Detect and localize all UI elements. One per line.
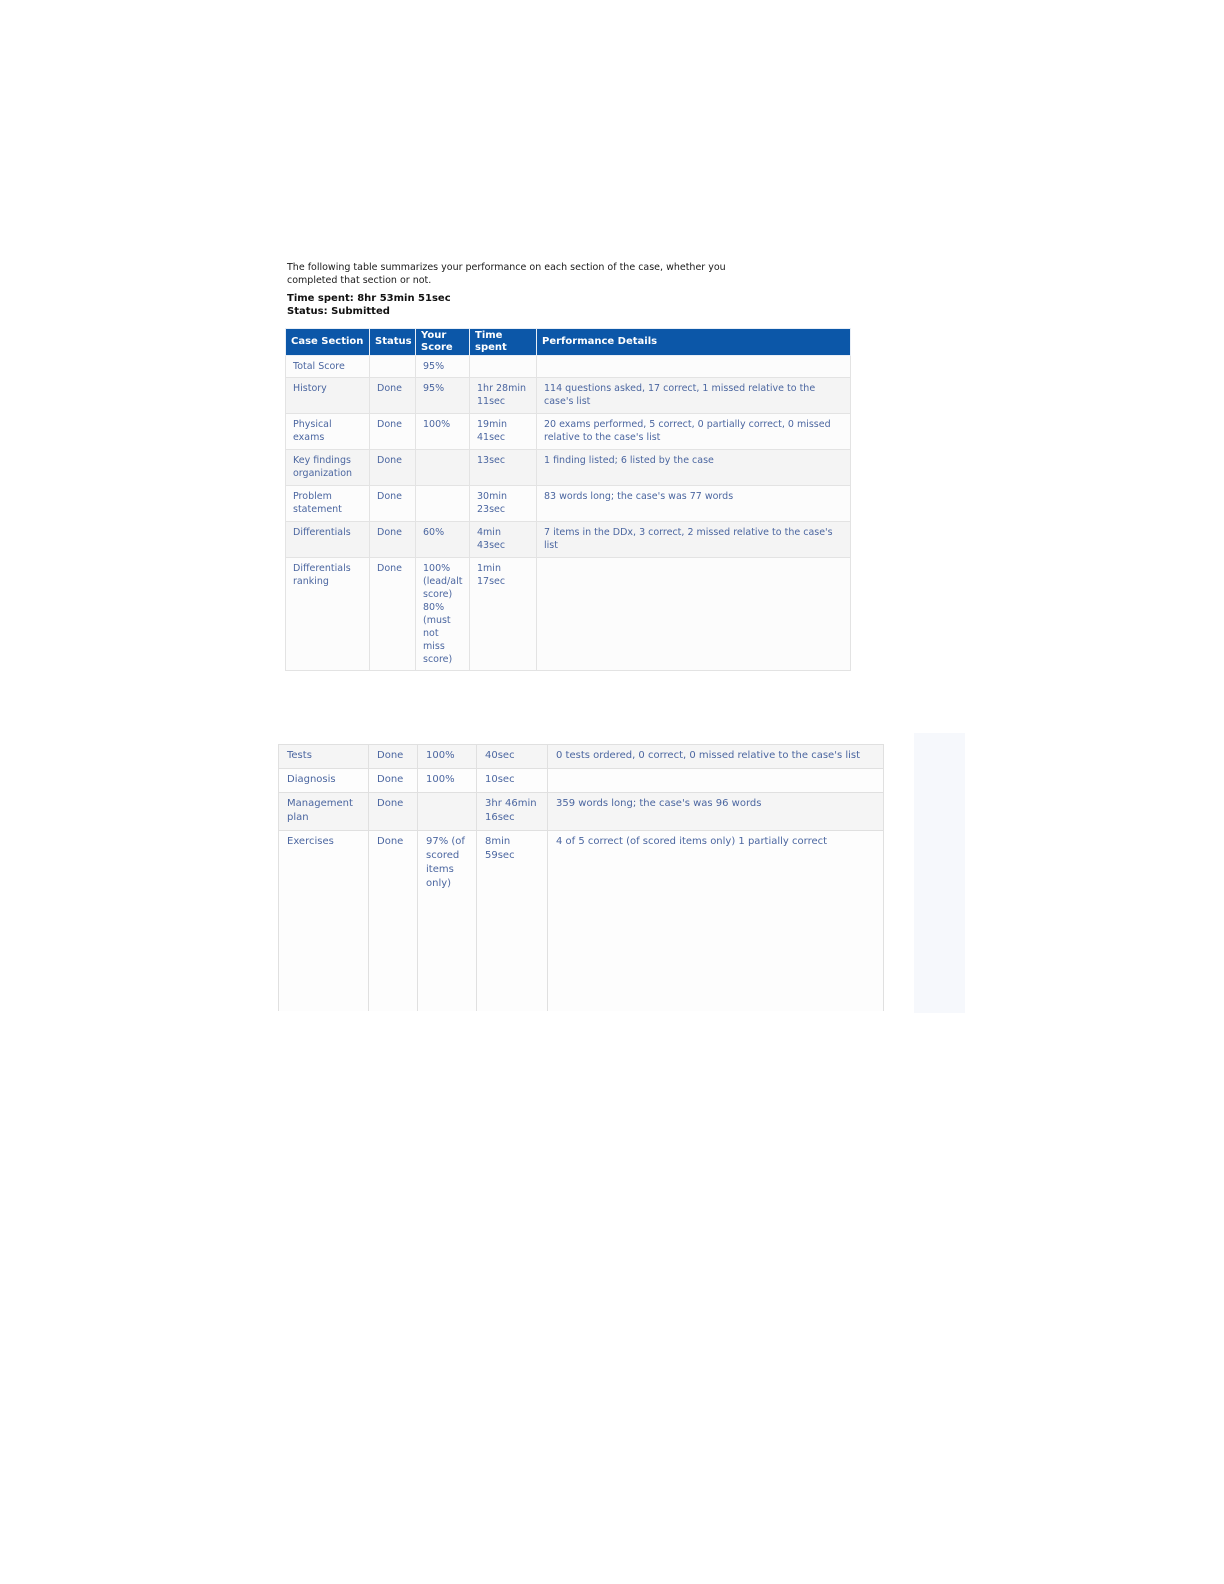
cell-score: 100%: [418, 745, 477, 769]
cell-details: 20 exams performed, 5 correct, 0 partially correct, 0 missed relative to the case's list: [537, 414, 851, 450]
table-row: [286, 522, 851, 558]
cell-time: [470, 356, 537, 378]
cell-status: Done: [369, 769, 418, 793]
cell-details: [537, 558, 851, 671]
cell-details: 83 words long; the case's was 77 words: [537, 486, 851, 522]
cell-time: 19min 41sec: [470, 414, 537, 450]
table-row: [286, 450, 851, 486]
cell-section: Tests: [279, 745, 369, 769]
table-row: [279, 793, 884, 831]
cell-status: [370, 356, 416, 378]
cell-time: 8min 59sec: [477, 831, 548, 1012]
cell-score: [416, 486, 470, 522]
header-your-score: Your Score: [416, 329, 470, 356]
cell-status: Done: [370, 522, 416, 558]
cell-section: Differentials ranking: [286, 558, 370, 671]
cell-score: [416, 450, 470, 486]
cell-score: 100%: [416, 414, 470, 450]
cell-status: Done: [370, 450, 416, 486]
performance-table-continued: [278, 744, 884, 1011]
cell-time: 3hr 46min 16sec: [477, 793, 548, 831]
cell-score: 60%: [416, 522, 470, 558]
header-status: Status: [370, 329, 416, 356]
cell-details: [537, 356, 851, 378]
cell-status: Done: [370, 486, 416, 522]
cell-section: Management plan: [279, 793, 369, 831]
cell-time: 40sec: [477, 745, 548, 769]
cell-section: Diagnosis: [279, 769, 369, 793]
cell-status: Done: [370, 558, 416, 671]
table-row: [279, 745, 884, 769]
header-time-spent: Time spent: [470, 329, 537, 356]
status-label: Status: Submitted: [287, 306, 390, 317]
cell-score: 100%: [418, 769, 477, 793]
cell-score: 100% (lead/alt score) 80% (must not miss score): [416, 558, 470, 671]
cell-time: 4min 43sec: [470, 522, 537, 558]
header-case-section: Case Section: [286, 329, 370, 356]
table-row: [286, 486, 851, 522]
cell-details: 1 finding listed; 6 listed by the case: [537, 450, 851, 486]
cell-score: 97% (of scored items only): [418, 831, 477, 1012]
cell-status: Done: [370, 378, 416, 414]
cell-status: Done: [370, 414, 416, 450]
cell-score: [418, 793, 477, 831]
intro-text: The following table summarizes your performance on each section of the case, whether you completed that section or not.: [287, 262, 726, 286]
cell-section: Physical exams: [286, 414, 370, 450]
cell-section: Differentials: [286, 522, 370, 558]
cell-details: 0 tests ordered, 0 correct, 0 missed relative to the case's list: [548, 745, 884, 769]
table-row: [279, 769, 884, 793]
table-header-row: [286, 329, 851, 356]
cell-score: 95%: [416, 378, 470, 414]
cell-details: 7 items in the DDx, 3 correct, 2 missed relative to the case's list: [537, 522, 851, 558]
cell-section: Key findings organization: [286, 450, 370, 486]
cell-status: Done: [369, 831, 418, 1012]
cell-time: 30min 23sec: [470, 486, 537, 522]
table-row: [286, 356, 851, 378]
table-row: [279, 831, 884, 1012]
cell-section: Exercises: [279, 831, 369, 1012]
performance-table: [285, 328, 851, 671]
header-performance-details: Performance Details: [537, 329, 851, 356]
cell-time: 13sec: [470, 450, 537, 486]
table-row: [286, 378, 851, 414]
side-panel-background: [914, 733, 965, 1013]
cell-details: 359 words long; the case's was 96 words: [548, 793, 884, 831]
cell-time: 1hr 28min 11sec: [470, 378, 537, 414]
cell-section: History: [286, 378, 370, 414]
cell-section: Total Score: [286, 356, 370, 378]
time-spent-label: Time spent: 8hr 53min 51sec: [287, 293, 451, 304]
cell-status: Done: [369, 745, 418, 769]
cell-time: 1min 17sec: [470, 558, 537, 671]
cell-details: 114 questions asked, 17 correct, 1 missed relative to the case's list: [537, 378, 851, 414]
table-row: [286, 558, 851, 671]
cell-details: 4 of 5 correct (of scored items only) 1 partially correct: [548, 831, 884, 1012]
cell-section: Problem statement: [286, 486, 370, 522]
cell-details: [548, 769, 884, 793]
table-row: [286, 414, 851, 450]
cell-time: 10sec: [477, 769, 548, 793]
summary-meta: [287, 292, 451, 318]
cell-score: 95%: [416, 356, 470, 378]
cell-status: Done: [369, 793, 418, 831]
